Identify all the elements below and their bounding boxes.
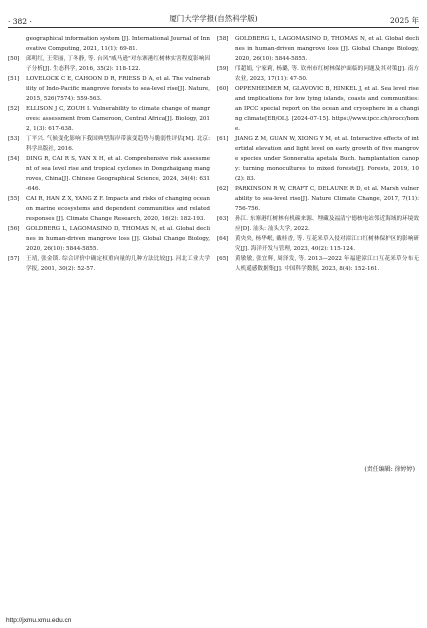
reference-text: CAI R, HAN Z X, YANG Z F. Impacts and risks of changing ocean on marine ecosystems and dependent communities and related responses [J]. Climate Change Research, 2020, 16(2): 182-193. [26, 196, 210, 222]
reference-text: LOVELOCK C E, CAHOON D R, FRIESS D A, et al. The vulnerability of Indo-Pacific mangrove forests to sea-level rise[J]. Nature, 2015, 526(7574): 559-563. [26, 76, 210, 102]
reference-text: 丁平兴. 气候变化影响下我国典型海岸带演变趋势与脆弱性评估[M]. 北京: 科学出版社, 2016. [26, 136, 210, 152]
reference-number: [62] [217, 186, 229, 192]
reference-number: [63] [217, 216, 229, 222]
reference-item [217, 134, 419, 184]
reference-item [8, 194, 210, 224]
reference-text: DING R, CAI R S, YAN X H, et al. Comprehensive risk assessment of sea level rise and tropical cyclones in Dongzhaigang mangroves, China[J]. Chinese Geographical Science, 2024, 34(4): 631-646. [26, 156, 210, 192]
reference-number: [61] [217, 136, 229, 142]
reference-number: [50] [8, 56, 20, 62]
reference-number: [56] [8, 226, 20, 232]
left-column [8, 34, 210, 274]
reference-text: OPPENHEIMER M, GLAVOVIC B, HINKEL J, et al. Sea level rise and implications for low lying islands, coasts and communities: an IPCC special report on the ocean and cryosphere in a changing climate[EB/OL]. [2024-07-15]. https://www.ipcc.ch/srocc/home. [235, 86, 419, 132]
reference-text: 孙江. 东寨港红树林有机碳来源、埋藏及福清宁德核电站邻近海域的环境效应[D]. 汕头: 汕头大学, 2022. [235, 216, 419, 232]
right-column [217, 34, 419, 274]
reference-item [217, 84, 419, 134]
reference-number: [65] [217, 256, 229, 262]
footer-url[interactable]: http://jxmu.xmu.edu.cn [6, 617, 72, 624]
reference-number: [60] [217, 86, 229, 92]
reference-text: 王靖, 张金锁. 综合评价中确定权重向量的几种方法比较[J]. 河北工业大学学报, 2001, 30(2): 52-57. [26, 256, 210, 272]
year: 2025 年 [390, 16, 419, 25]
page-header [8, 10, 419, 26]
reference-number: [57] [8, 256, 20, 262]
reference-item [8, 254, 210, 274]
reference-number: [64] [217, 236, 229, 242]
reference-number: [55] [8, 196, 20, 202]
reference-text: geographical information system [J]. International Journal of Innovative Computing, 2021, 11(1): 69-81. [26, 36, 210, 52]
reference-text: ELLISON J C, ZOUH I. Vulnerability to climate change of mangroves: assessment from Cameroon, Central Africa[J]. Biology, 2012, 1(3): 617-638. [26, 106, 210, 132]
reference-item [8, 54, 210, 74]
reference-item [8, 34, 210, 54]
reference-item [217, 214, 419, 234]
reference-item [8, 104, 210, 134]
reference-item [8, 134, 210, 154]
reference-text: 黄敏敏, 张宜辉, 周泽发, 等. 2013—2022 年福建漳江口互花米草分布无人机遥感数据集[J]. 中国科学数据, 2023, 8(4): 152-161. [235, 256, 419, 272]
reference-number: [59] [217, 66, 229, 72]
reference-number: [53] [8, 136, 20, 142]
reference-number: [58] [217, 36, 229, 42]
reference-text: JIANG Z M, GUAN W, XIONG Y M, et al. Interactive effects of intertidal elevation and light level on early growth of five mangrove species under Sonneratia apetala Buch. hamplantation canopy: turning monocultures to mixed forests[J]. Forests, 2019, 10(2): 83. [235, 136, 419, 182]
reference-item [217, 64, 419, 84]
reference-item [8, 74, 210, 104]
reference-item [8, 154, 210, 194]
reference-item [217, 34, 419, 64]
reference-text: 邱明红, 王荣丽, 丁冬静, 等. 台风"威马逊"对东寨港红树林实害程度影响因子分析[J]. 生态科学, 2016, 35(2): 118-122. [26, 56, 210, 72]
reference-text: 邝超娟, 宁家莉, 杨璐, 等. 钦州市红树林保护面临的问题及其对策[J]. 南方农业, 2023, 17(11): 47-50. [235, 66, 419, 82]
reference-text: PARKINSON R W, CRAFT C, DELAUNE R D, et al. Marsh vulnerability to sea-level rise[J]. Nature Climate Change, 2017, 7(11): 756-756. [235, 186, 419, 212]
journal-title: 厦门大学学报(自然科学版) [169, 14, 258, 23]
reference-text: GOLDBERG L, LAGOMASINO D, THOMAS N, et al. Global declines in human-driven mangrove loss [J]. Global Change Biology, 2020, 26(10): 5844-5855. [235, 36, 419, 62]
reference-number: [52] [8, 106, 20, 112]
reference-item [217, 184, 419, 214]
reference-text: 黄央央, 杨华岷, 戴桂香, 等. 互花米草入侵对漳江口红树林保护区的影响研究[J]. 海洋开发与管理, 2023, 40(2): 115-124. [235, 236, 419, 252]
page-number: · 382 · [8, 17, 32, 26]
reference-number: [51] [8, 76, 20, 82]
editor-note: (责任编辑: 徐婷婷) [364, 466, 415, 473]
reference-number [8, 34, 26, 54]
reference-item [217, 254, 419, 274]
reference-number: [54] [8, 156, 20, 162]
header-rule [8, 27, 419, 28]
reference-columns [8, 34, 419, 274]
reference-text: GOLDBERG L, LAGOMASINO D, THOMAS N, et al. Global declines in human-driven mangrove loss [J]. Global Change Biology, 2020, 26(10): 5844-5855. [26, 226, 210, 252]
reference-item [217, 234, 419, 254]
reference-item [8, 224, 210, 254]
